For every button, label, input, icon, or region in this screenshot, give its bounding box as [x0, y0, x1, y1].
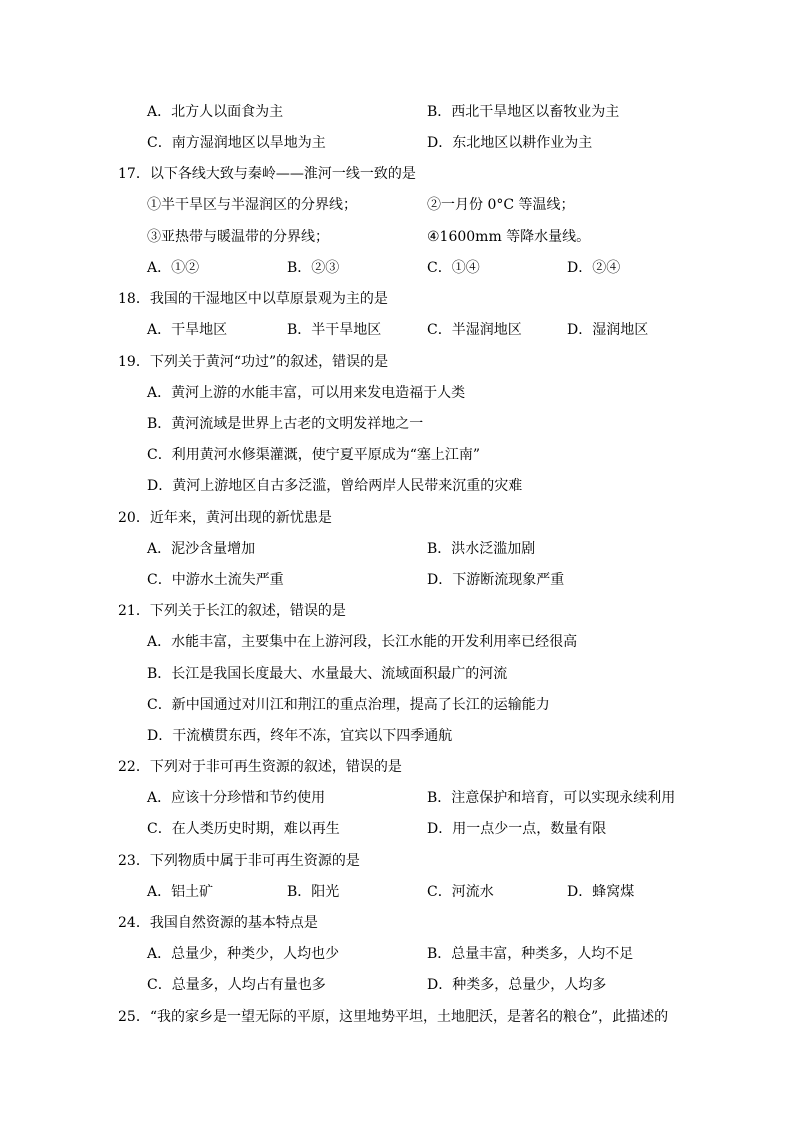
q17-option-a: A．①②: [147, 260, 200, 276]
q16-option-b: B．西北干旱地区以畜牧业为主: [427, 104, 620, 120]
q21-option-a: A．水能丰富，主要集中在上游河段，长江水能的开发利用率已经很高: [147, 634, 578, 650]
q22-option-a: A．应该十分珍惜和节约使用: [147, 790, 326, 806]
q23-stem: 23．下列物质中属于非可再生资源的是: [118, 853, 360, 869]
q21-stem: 21．下列关于长江的叙述，错误的是: [118, 603, 346, 619]
q20-option-c: C．中游水土流失严重: [147, 572, 284, 588]
q19-stem: 19．下列关于黄河“功过”的叙述，错误的是: [118, 354, 389, 370]
q17-item-4: ④1600mm 等降水量线。: [427, 229, 591, 245]
q18-option-c: C．半湿润地区: [427, 322, 522, 338]
q17-item-1: ①半干旱区与半湿润区的分界线；: [147, 197, 357, 213]
q18-option-b: B．半干旱地区: [287, 322, 382, 338]
q24-stem: 24．我国自然资源的基本特点是: [118, 915, 318, 931]
q18-option-d: D．湿润地区: [567, 322, 649, 338]
q18-option-a: A．干旱地区: [147, 322, 228, 338]
q20-stem: 20．近年来，黄河出现的新忧患是: [118, 510, 332, 526]
q21-option-b: B．长江是我国长度最大、水量最大、流域面积最广的河流: [147, 666, 508, 682]
q20-option-b: B．洪水泛滥加剧: [427, 541, 536, 557]
q20-option-a: A．泥沙含量增加: [147, 541, 256, 557]
q17-item-2: ②一月份 0°C 等温线；: [427, 197, 575, 213]
q19-option-b: B．黄河流域是世界上古老的文明发祥地之一: [147, 416, 424, 432]
q23-option-c: C．河流水: [427, 884, 494, 900]
q23-option-a: A．铝土矿: [147, 884, 214, 900]
q17-item-3: ③亚热带与暖温带的分界线；: [147, 229, 329, 245]
q24-option-b: B．总量丰富，种类多，人均不足: [427, 946, 634, 962]
q23-option-d: D．蜂窝煤: [567, 884, 635, 900]
q18-stem: 18．我国的干湿地区中以草原景观为主的是: [118, 291, 388, 307]
q24-option-d: D．种类多，总量少，人均多: [427, 977, 607, 993]
q20-option-d: D．下游断流现象严重: [427, 572, 565, 588]
q17-option-d: D．②④: [567, 260, 621, 276]
q16-option-d: D．东北地区以耕作业为主: [427, 135, 593, 151]
q23-option-b: B．阳光: [287, 884, 340, 900]
q19-option-a: A．黄河上游的水能丰富，可以用来发电造福于人类: [147, 385, 466, 401]
q21-option-c: C．新中国通过对川江和荆江的重点治理，提高了长江的运输能力: [147, 697, 550, 713]
q16-option-c: C．南方湿润地区以旱地为主: [147, 135, 326, 151]
q17-option-c: C．①④: [427, 260, 480, 276]
q24-option-c: C．总量多，人均占有量也多: [147, 977, 326, 993]
q17-stem: 17．以下各线大致与秦岭——淮河一线一致的是: [118, 166, 416, 182]
q16-option-a: A．北方人以面食为主: [147, 104, 284, 120]
q17-option-b: B．②③: [287, 260, 340, 276]
q24-option-a: A．总量少，种类少，人均也少: [147, 946, 340, 962]
q19-option-d: D．黄河上游地区自古多泛滥，曾给两岸人民带来沉重的灾难: [147, 478, 523, 494]
q22-option-c: C．在人类历史时期，难以再生: [147, 821, 340, 837]
q21-option-d: D．干流横贯东西，终年不冻，宜宾以下四季通航: [147, 728, 453, 744]
q19-option-c: C．利用黄河水修渠灌溉，使宁夏平原成为“塞上江南”: [147, 447, 481, 463]
q22-option-b: B．注意保护和培育，可以实现永续利用: [427, 790, 676, 806]
q22-stem: 22．下列对于非可再生资源的叙述，错误的是: [118, 759, 402, 775]
q25-stem: 25．“我的家乡是一望无际的平原，这里地势平坦，土地肥沃，是著名的粮仓”，此描述的: [118, 1009, 669, 1025]
q22-option-d: D．用一点少一点，数量有限: [427, 821, 607, 837]
